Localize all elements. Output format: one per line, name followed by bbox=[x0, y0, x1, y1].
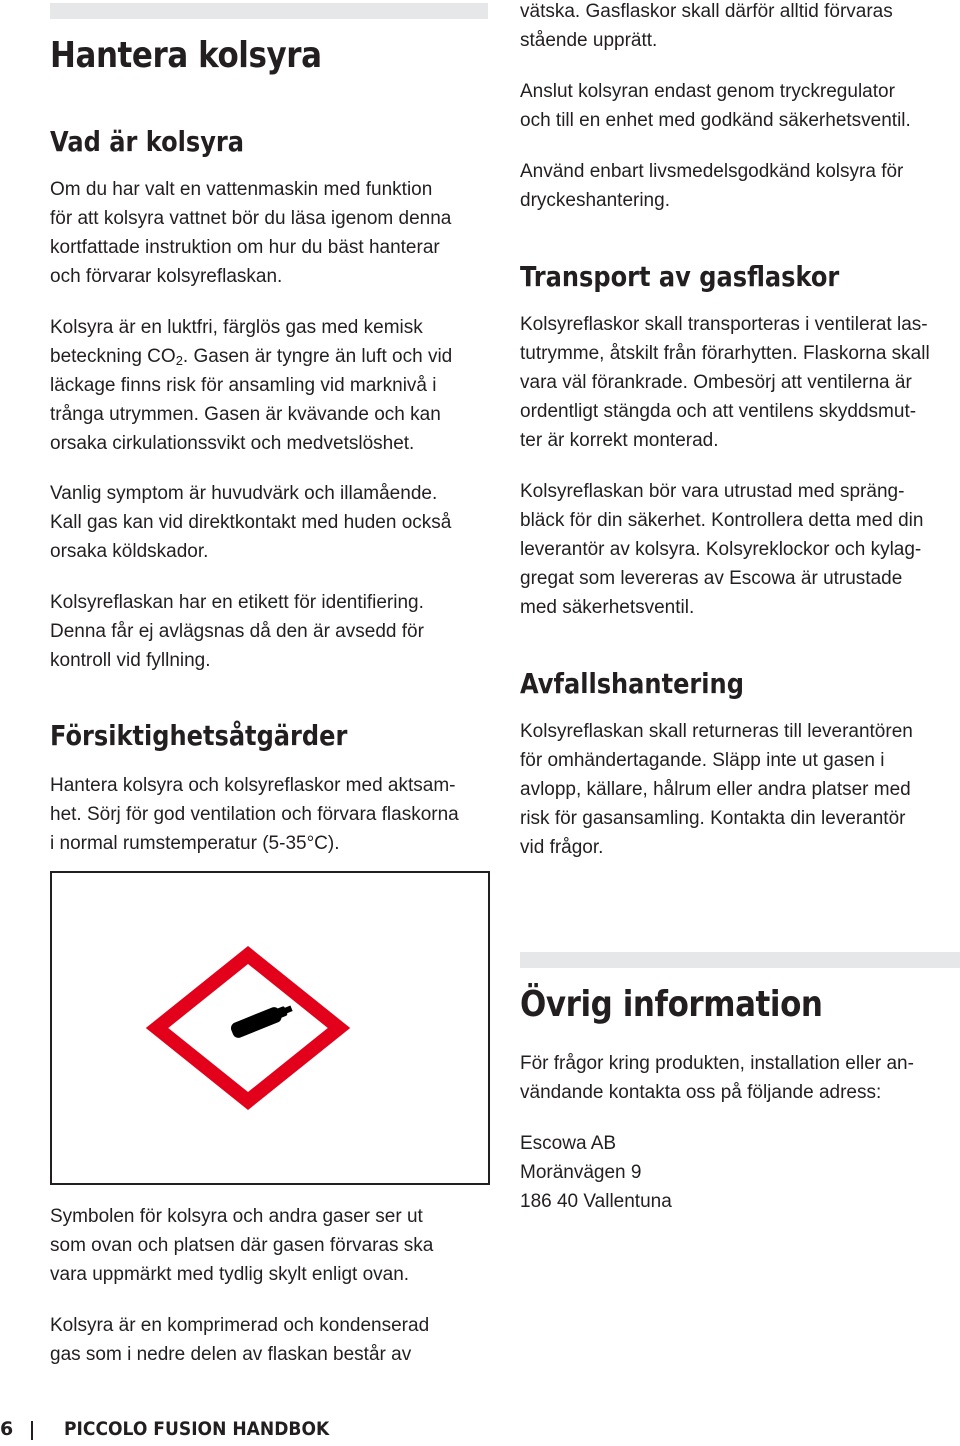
paragraph-precautions bbox=[50, 771, 490, 858]
text-line: Kolsyreflaskan bör vara utrustad med spräng- bbox=[520, 481, 905, 502]
paragraph-regulator bbox=[520, 77, 960, 135]
footer-separator bbox=[31, 1421, 33, 1440]
text-line: för att kolsyra vattnet bör du läsa igenom denna bbox=[50, 208, 452, 229]
text-line: vätska. Gasflaskor skall därför alltid förvaras bbox=[520, 1, 893, 22]
paragraph-label bbox=[50, 588, 490, 675]
section-heading-avfallshantering: Avfallshantering bbox=[520, 667, 744, 700]
text-fragment: . Gasen är tyngre än luft och vid bbox=[182, 346, 453, 367]
text-line: ordentligt stängda och att ventilens skyddsmut- bbox=[520, 401, 917, 422]
text-line: Kolsyra är en luktfri, färglös gas med kemisk bbox=[50, 317, 423, 338]
subscript: 2 bbox=[175, 353, 183, 368]
top-bar-left bbox=[50, 3, 488, 19]
section-title-ovrig-information: Övrig information bbox=[520, 984, 823, 1025]
text-line: tutrymme, åtskilt från förarhytten. Flaskorna skall bbox=[520, 343, 930, 364]
text-line: Anslut kolsyran endast genom tryckregulator bbox=[520, 81, 895, 102]
text-line: som ovan och platsen där gasen förvaras ska bbox=[50, 1235, 434, 1256]
text-line: Hantera kolsyra och kolsyreflaskor med aktsam- bbox=[50, 775, 456, 796]
address-postal: 186 40 Vallentuna bbox=[520, 1191, 672, 1212]
text-line: För frågor kring produkten, installation eller an- bbox=[520, 1053, 914, 1074]
text-line: och förvarar kolsyreflaskan. bbox=[50, 266, 283, 287]
paragraph-intro bbox=[50, 175, 490, 291]
text-line: för omhändertagande. Släpp inte ut gasen i bbox=[520, 750, 885, 771]
text-line: gregat som levereras av Escowa är utrustade bbox=[520, 568, 903, 589]
text-line: vara väl förankrade. Ombesörj att ventilerna är bbox=[520, 372, 912, 393]
address-company: Escowa AB bbox=[520, 1133, 617, 1154]
text-line: orsaka cirkulationssvikt och medvetslöshet. bbox=[50, 433, 415, 454]
page-title: Hantera kolsyra bbox=[50, 35, 322, 76]
text-line: och till en enhet med godkänd säkerhetsventil. bbox=[520, 110, 911, 131]
top-bar-right bbox=[520, 952, 960, 968]
text-line: Använd enbart livsmedelsgodkänd kolsyra för bbox=[520, 161, 904, 182]
text-line: kortfattade instruktion om hur du bäst hanterar bbox=[50, 237, 440, 258]
paragraph-waste bbox=[520, 717, 960, 862]
text-line: gas som i nedre delen av flaskan består av bbox=[50, 1344, 412, 1365]
section-heading-vad-ar-kolsyra: Vad är kolsyra bbox=[50, 125, 245, 158]
paragraph-safety-device bbox=[520, 477, 960, 622]
text-fragment: beteckning CO bbox=[50, 346, 176, 367]
book-title: PICCOLO FUSION HANDBOK bbox=[64, 1418, 330, 1440]
text-line: het. Sörj för god ventilation och förvara flaskorna bbox=[50, 804, 459, 825]
paragraph-compressed-gas bbox=[50, 1311, 490, 1369]
address-block bbox=[520, 1129, 960, 1216]
paragraph-symptoms bbox=[50, 479, 490, 566]
text-line: orsaka köldskador. bbox=[50, 541, 209, 562]
text-line: Symbolen för kolsyra och andra gaser ser ut bbox=[50, 1206, 423, 1227]
text-line: läckage finns risk för ansamling vid marknivå i bbox=[50, 375, 437, 396]
text-line: leverantör av kolsyra. Kolsyreklockor och kylag- bbox=[520, 539, 922, 560]
paragraph-continued bbox=[520, 0, 960, 55]
hazard-sign-box bbox=[50, 871, 490, 1185]
text-line: Om du har valt en vattenmaskin med funktion bbox=[50, 179, 433, 200]
section-heading-transport: Transport av gasflaskor bbox=[520, 260, 840, 293]
address-street: Moränvägen 9 bbox=[520, 1162, 642, 1183]
text-line: Vanlig symptom är huvudvärk och illamående. bbox=[50, 483, 438, 504]
text-line: stående upprätt. bbox=[520, 30, 658, 51]
paragraph-sign-caption bbox=[50, 1202, 490, 1289]
text-line: vid frågor. bbox=[520, 837, 604, 858]
text-line: bläck för din säkerhet. Kontrollera detta med din bbox=[520, 510, 924, 531]
text-line: Kolsyreflaskan har en etikett för identifiering. bbox=[50, 592, 424, 613]
text-line: dryckeshantering. bbox=[520, 190, 670, 211]
page-number: 6 bbox=[0, 1418, 14, 1440]
text-line: med säkerhetsventil. bbox=[520, 597, 695, 618]
gas-cylinder-hazard-icon bbox=[52, 873, 488, 1183]
text-line: vara uppmärkt med tydlig skylt enligt ovan. bbox=[50, 1264, 410, 1285]
paragraph-co2 bbox=[50, 313, 490, 458]
text-line: trånga utrymmen. Gasen är kvävande och kan bbox=[50, 404, 441, 425]
text-line: Kolsyreflaskor skall transporteras i ventilerat las- bbox=[520, 314, 928, 335]
text-line: risk för gasansamling. Kontakta din leverantör bbox=[520, 808, 906, 829]
section-heading-forsiktighetsatgarder: Försiktighetsåtgärder bbox=[50, 719, 348, 752]
text-line: Denna får ej avlägsnas då den är avsedd för bbox=[50, 621, 424, 642]
paragraph-contact bbox=[520, 1049, 960, 1107]
paragraph-food-grade bbox=[520, 157, 960, 215]
text-line: Kolsyra är en komprimerad och kondenserad bbox=[50, 1315, 430, 1336]
text-line: vändande kontakta oss på följande adress: bbox=[520, 1082, 882, 1103]
text-line-co2 bbox=[50, 342, 490, 371]
text-line: avlopp, källare, hålrum eller andra platser med bbox=[520, 779, 911, 800]
text-line: i normal rumstemperatur (5-35°C). bbox=[50, 833, 340, 854]
text-line: Kall gas kan vid direktkontakt med huden också bbox=[50, 512, 452, 533]
text-line: ter är korrekt monterad. bbox=[520, 430, 719, 451]
paragraph-transport bbox=[520, 310, 960, 455]
text-line: Kolsyreflaskan skall returneras till leverantören bbox=[520, 721, 913, 742]
text-line: kontroll vid fyllning. bbox=[50, 650, 211, 671]
